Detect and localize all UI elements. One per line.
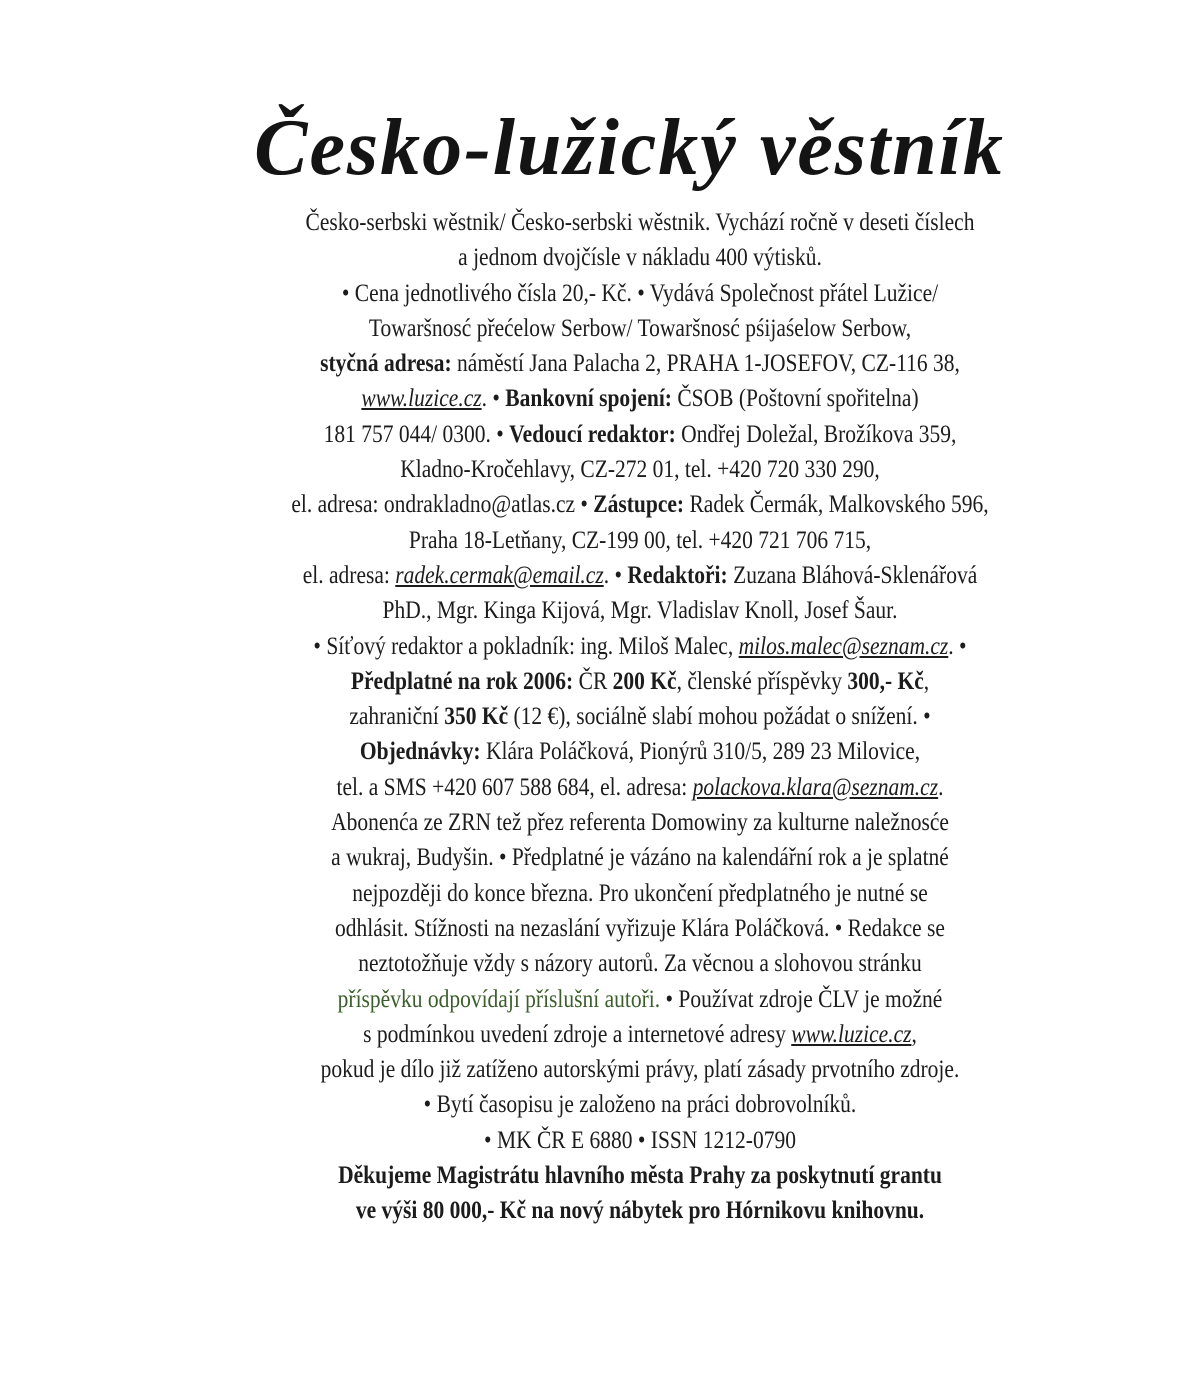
text-run: Kladno-Kročehlavy, CZ-272 01, tel. +420 720 330 290, (400, 456, 880, 484)
text-run: Česko-serbski wěstnik/ Česko-serbski wěstnik. Vychází ročně v deseti číslech (305, 209, 975, 236)
text-run: • Síťový redaktor a pokladník: ing. Miloš Malec, (313, 632, 739, 660)
imprint-line (262, 346, 1019, 381)
thanks-line-2: ve výši 80 000,- Kč na nový nábytek pro Hórnikovu knihovnu. (355, 1197, 925, 1225)
text-run: , (923, 667, 930, 695)
text-run: (12 €), sociálně slabí mohou požádat o snížení. • (508, 703, 931, 731)
link-text: radek.cermak@email.cz (395, 561, 604, 589)
imprint-line (262, 558, 1019, 593)
text-run: 181 757 044/ 0300. • (323, 420, 510, 448)
field-label: Vedoucí redaktor: (509, 420, 676, 448)
text-run: • Bytí časopisu je založeno na práci dobrovolníků. (423, 1091, 857, 1119)
imprint-line (262, 629, 1019, 664)
field-label: 350 Kč (444, 703, 509, 731)
imprint-line (262, 523, 1019, 558)
text-run: • Používat zdroje ČLV je možné (660, 985, 943, 1013)
text-run: . • (481, 385, 506, 413)
imprint-line (262, 1123, 1019, 1158)
link-text: polackova.klara@seznam.cz (692, 773, 939, 801)
imprint-line (262, 452, 1019, 487)
link-text: www.luzice.cz (791, 1020, 912, 1048)
text-run: Radek Čermák, Malkovského 596, (684, 491, 989, 519)
text-run: neztotožňuje vždy s názory autorů. Za věcnou a slohovou stránku (358, 950, 922, 978)
text-run: Ondřej Doležal, Brožíkova 359, (675, 420, 957, 448)
text-run: , členské příspěvky (676, 667, 848, 695)
text-run: odhlásit. Stížnosti na nezaslání vyřizuje Klára Poláčková. • Redakce se (335, 914, 945, 942)
imprint-line (262, 946, 1019, 981)
imprint-lines (200, 205, 1080, 1158)
link-text: milos.malec@seznam.cz (738, 632, 949, 660)
imprint-line (262, 311, 1019, 346)
text-run: , (911, 1020, 917, 1048)
text-run: nejpozději do konce března. Pro ukončení předplatného je nutné se (352, 879, 928, 907)
masthead-title: Česko-lužický věstník (254, 104, 1005, 192)
text-run: Zuzana Bláhová-Sklenářová (727, 561, 978, 589)
text-run: Towaršnosć přećelow Serbow/ Towaršnosć pśijaśelow Serbow, (368, 314, 912, 342)
imprint-line (262, 1052, 1019, 1087)
field-label: styčná adresa: (320, 350, 452, 378)
text-run: Klára Poláčková, Pionýrů 310/5, 289 23 Milovice, (480, 738, 921, 766)
imprint-line (262, 1017, 1019, 1052)
text-run: • Cena jednotlivého čísla 20,- Kč. • Vydává Společnost přátel Lužice/ (341, 279, 939, 307)
field-label: Bankovní spojení: (505, 385, 672, 413)
link-text: www.luzice.cz (361, 385, 482, 413)
text-run: • MK ČR E 6880 • ISSN 1212-0790 (484, 1126, 796, 1154)
text-run: . • (603, 561, 628, 589)
imprint-line (262, 982, 1019, 1017)
text-run: zahraniční (349, 703, 445, 731)
imprint-line (262, 240, 1019, 275)
text-run: el. adresa: ondrakladno@atlas.cz • (291, 491, 594, 519)
text-run: Praha 18-Letňany, CZ-199 00, tel. +420 721 706 715, (408, 526, 872, 554)
imprint-line (262, 276, 1019, 311)
imprint-line (262, 381, 1019, 416)
field-label: Redaktoři: (627, 561, 728, 589)
imprint-line (262, 876, 1019, 911)
imprint-line (262, 1087, 1019, 1122)
text-run: ČR (573, 667, 613, 695)
imprint-line (262, 770, 1019, 805)
imprint-line (262, 699, 1019, 734)
text-run: ČSOB (Poštovní spořitelna) (671, 385, 919, 413)
text-run: a wukraj, Budyšin. • Předplatné je vázáno na kalendářní rok a je splatné (331, 844, 949, 872)
imprint-line (262, 664, 1019, 699)
text-run: . • (948, 632, 967, 660)
field-label: Objednávky: (359, 738, 481, 766)
text-run: Abonenća ze ZRN tež přez referenta Domowiny za kulturne naležnosće (331, 809, 949, 837)
imprint-line (262, 593, 1019, 628)
imprint-line (262, 417, 1019, 452)
text-run: náměstí Jana Palacha 2, PRAHA 1-JOSEFOV, CZ-116 38, (451, 350, 960, 378)
field-label: 300,- Kč (847, 667, 924, 695)
text-run: el. adresa: (302, 561, 396, 589)
imprint-line (262, 840, 1019, 875)
field-label: Předplatné na rok 2006: (350, 667, 574, 695)
imprint-line (262, 487, 1019, 522)
text-run: PhD., Mgr. Kinga Kijová, Mgr. Vladislav Knoll, Josef Šaur. (382, 597, 898, 625)
imprint-block (200, 205, 1080, 1229)
imprint-line (262, 205, 1019, 240)
field-label: Zástupce: (593, 491, 685, 519)
text-run: s podmínkou uvedení zdroje a internetové adresy (363, 1020, 792, 1048)
grant-thanks (200, 1158, 1080, 1229)
text-run: pokud je dílo již zatíženo autorskými právy, platí zásady prvotního zdroje. (320, 1056, 960, 1084)
imprint-line (262, 734, 1019, 769)
text-run: tel. a SMS +420 607 588 684, el. adresa: (336, 773, 693, 801)
thanks-line-1: Děkujeme Magistrátu hlavního města Prahy za poskytnutí grantu (338, 1162, 942, 1190)
imprint-line (262, 805, 1019, 840)
imprint-line (262, 911, 1019, 946)
text-run: a jednom dvojčísle v nákladu 400 výtisků. (458, 244, 822, 272)
text-run: . (938, 773, 944, 801)
text-run: příspěvku odpovídají příslušní autoři. (337, 985, 661, 1013)
field-label: 200 Kč (612, 667, 677, 695)
